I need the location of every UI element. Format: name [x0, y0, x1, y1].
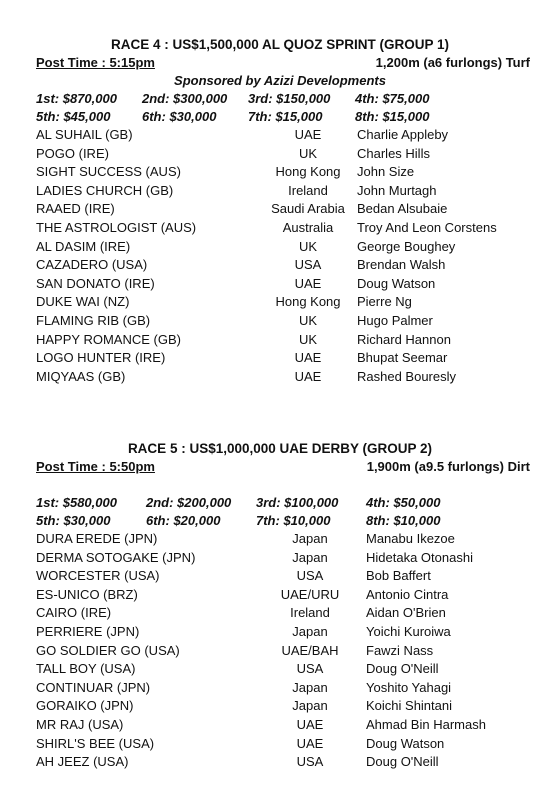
runner-country: Japan [292, 623, 328, 639]
prize-8th: 8th: $10,000 [366, 513, 441, 528]
trainer-name: Yoichi Kuroiwa [366, 623, 451, 639]
trainer-name: Fawzi Nass [366, 642, 434, 658]
runner-country: UAE [296, 716, 324, 732]
trainer-name: Doug Watson [366, 735, 445, 751]
prize-4th: 4th: $75,000 [355, 91, 430, 106]
horse-name: CAZADERO (USA) [36, 257, 148, 273]
horse-name: TALL BOY (USA) [36, 661, 136, 677]
horse-name: PERRIERE (JPN) [36, 623, 140, 639]
runner-row [0, 567, 560, 586]
prize-5th: 5th: $45,000 [36, 109, 111, 124]
horse-name: MIQYAAS (GB) [36, 368, 126, 384]
runner-row [0, 256, 560, 275]
runner-country: UAE [296, 735, 324, 751]
horse-name: RAAED (IRE) [36, 201, 115, 217]
runner-country: UAE [294, 368, 322, 384]
runner-country: UAE/URU [280, 586, 340, 602]
race-title: RACE 5 : US$1,000,000 UAE DERBY (GROUP 2) [127, 441, 433, 456]
runner-row [0, 623, 560, 642]
runner-country: Saudi Arabia [271, 201, 345, 217]
runner-country: Ireland [290, 605, 330, 621]
runner-country: UK [298, 238, 318, 254]
horse-name: DUKE WAI (NZ) [36, 294, 130, 310]
trainer-name: Richard Hannon [357, 331, 451, 347]
race-distance: 1,900m (a9.5 furlongs) Dirt [366, 459, 530, 474]
runner-country: USA [296, 568, 324, 584]
runner-country: Hong Kong [275, 164, 341, 180]
runner-list [0, 530, 560, 772]
runner-country: UAE/BAH [281, 642, 339, 658]
trainer-name: Doug Watson [357, 275, 436, 291]
runner-row [0, 145, 560, 164]
post-time: Post Time : 5:50pm [36, 459, 155, 474]
prize-4th: 4th: $50,000 [366, 495, 441, 510]
runner-row [0, 331, 560, 350]
race-distance: 1,200m (a6 furlongs) Turf [375, 55, 530, 70]
runner-list [0, 126, 560, 386]
horse-name: ES-UNICO (BRZ) [36, 586, 138, 602]
horse-name: WORCESTER (USA) [36, 568, 160, 584]
runner-row [0, 368, 560, 387]
horse-name: CAIRO (IRE) [36, 605, 112, 621]
trainer-name: Pierre Ng [357, 294, 412, 310]
horse-name: THE ASTROLOGIST (AUS) [36, 219, 197, 235]
trainer-name: Manabu Ikezoe [366, 531, 455, 546]
trainer-name: Doug O'Neill [366, 754, 439, 770]
prize-6th: 6th: $30,000 [142, 109, 217, 124]
horse-name: GORAIKO (JPN) [36, 698, 134, 714]
trainer-name: Charlie Appleby [357, 127, 449, 142]
trainer-name: Yoshito Yahagi [366, 679, 452, 695]
runner-country: USA [294, 257, 322, 273]
prize-1st: 1st: $870,000 [36, 91, 117, 106]
horse-name: FLAMING RIB (GB) [36, 312, 151, 328]
runner-row [0, 604, 560, 623]
trainer-name: Bob Baffert [366, 568, 431, 584]
runner-country: UK [298, 145, 318, 161]
trainer-name: Charles Hills [357, 145, 430, 161]
race-5-section [0, 440, 560, 772]
runner-row [0, 753, 560, 772]
runner-country: UAE [294, 350, 322, 366]
runner-row [0, 586, 560, 605]
runner-row [0, 312, 560, 331]
runner-row [0, 530, 560, 549]
runner-country: Australia [282, 219, 334, 235]
horse-name: SAN DONATO (IRE) [36, 275, 155, 291]
runner-country: Japan [292, 531, 328, 546]
prize-3rd: 3rd: $150,000 [248, 91, 331, 106]
runner-row [0, 697, 560, 716]
trainer-name: Bedan Alsubaie [357, 201, 448, 217]
prize-3rd: 3rd: $100,000 [256, 495, 339, 510]
horse-name: HAPPY ROMANCE (GB) [36, 331, 181, 347]
trainer-name: Brendan Walsh [357, 257, 446, 273]
prize-row [0, 512, 560, 530]
race-4-section [0, 36, 560, 386]
spacer [0, 476, 560, 494]
runner-country: UK [298, 312, 318, 328]
runner-country: UAE [294, 127, 322, 142]
horse-name: CONTINUAR (JPN) [36, 679, 151, 695]
horse-name: AL DASIM (IRE) [36, 238, 131, 254]
post-time-row [0, 458, 560, 476]
runner-row [0, 549, 560, 568]
runner-row [0, 238, 560, 257]
runner-row [0, 735, 560, 754]
runner-country: Japan [292, 549, 328, 565]
post-time-row [0, 54, 560, 72]
runner-country: Ireland [288, 182, 328, 198]
prize-row [0, 494, 560, 512]
horse-name: AH JEEZ (USA) [36, 754, 129, 770]
race-title: RACE 4 : US$1,500,000 AL QUOZ SPRINT (GROUP 1) [110, 37, 450, 52]
horse-name: LOGO HUNTER (IRE) [36, 350, 166, 366]
horse-name: DURA EREDE (JPN) [36, 531, 158, 546]
prize-1st: 1st: $580,000 [36, 495, 117, 510]
trainer-name: Ahmad Bin Harmash [366, 716, 486, 732]
runner-country: Hong Kong [275, 294, 341, 310]
prize-5th: 5th: $30,000 [36, 513, 111, 528]
horse-name: MR RAJ (USA) [36, 716, 124, 732]
runner-country: USA [296, 661, 324, 677]
runner-country: UK [298, 331, 318, 347]
runner-row [0, 679, 560, 698]
prize-2nd: 2nd: $300,000 [142, 91, 228, 106]
trainer-name: Hidetaka Otonashi [366, 549, 473, 565]
trainer-name: John Murtagh [357, 182, 437, 198]
prize-7th: 7th: $15,000 [248, 109, 323, 124]
trainer-name: Antonio Cintra [366, 586, 449, 602]
horse-name: SIGHT SUCCESS (AUS) [36, 164, 181, 180]
horse-name: SHIRL'S BEE (USA) [36, 735, 155, 751]
runner-row [0, 182, 560, 201]
runner-row [0, 200, 560, 219]
horse-name: AL SUHAIL (GB) [36, 127, 133, 142]
sponsor-line: Sponsored by Azizi Developments [174, 73, 386, 88]
runner-row [0, 219, 560, 238]
runner-row [0, 163, 560, 182]
runner-row [0, 642, 560, 661]
runner-country: UAE [294, 275, 322, 291]
runner-row [0, 349, 560, 368]
runner-country: USA [296, 754, 324, 770]
trainer-name: Aidan O'Brien [366, 605, 446, 621]
runner-row [0, 275, 560, 294]
trainer-name: Hugo Palmer [357, 312, 433, 328]
runner-row [0, 716, 560, 735]
prize-8th: 8th: $15,000 [355, 109, 430, 124]
horse-name: POGO (IRE) [36, 145, 109, 161]
runner-country: Japan [292, 679, 328, 695]
runner-row [0, 660, 560, 679]
horse-name: DERMA SOTOGAKE (JPN) [36, 549, 196, 565]
runner-row [0, 126, 560, 145]
trainer-name: Troy And Leon Corstens [357, 219, 497, 235]
trainer-name: Bhupat Seemar [357, 350, 448, 366]
horse-name: LADIES CHURCH (GB) [36, 182, 174, 198]
trainer-name: Doug O'Neill [366, 661, 439, 677]
trainer-name: George Boughey [357, 238, 456, 254]
trainer-name: Koichi Shintani [366, 698, 452, 714]
horse-name: GO SOLDIER GO (USA) [36, 642, 180, 658]
runner-row [0, 293, 560, 312]
prize-row [0, 90, 560, 108]
prize-7th: 7th: $10,000 [256, 513, 331, 528]
prize-row [0, 108, 560, 126]
runner-country: Japan [292, 698, 328, 714]
prize-6th: 6th: $20,000 [146, 513, 221, 528]
prize-2nd: 2nd: $200,000 [146, 495, 232, 510]
post-time: Post Time : 5:15pm [36, 55, 155, 70]
trainer-name: Rashed Bouresly [357, 368, 456, 384]
trainer-name: John Size [357, 164, 415, 180]
